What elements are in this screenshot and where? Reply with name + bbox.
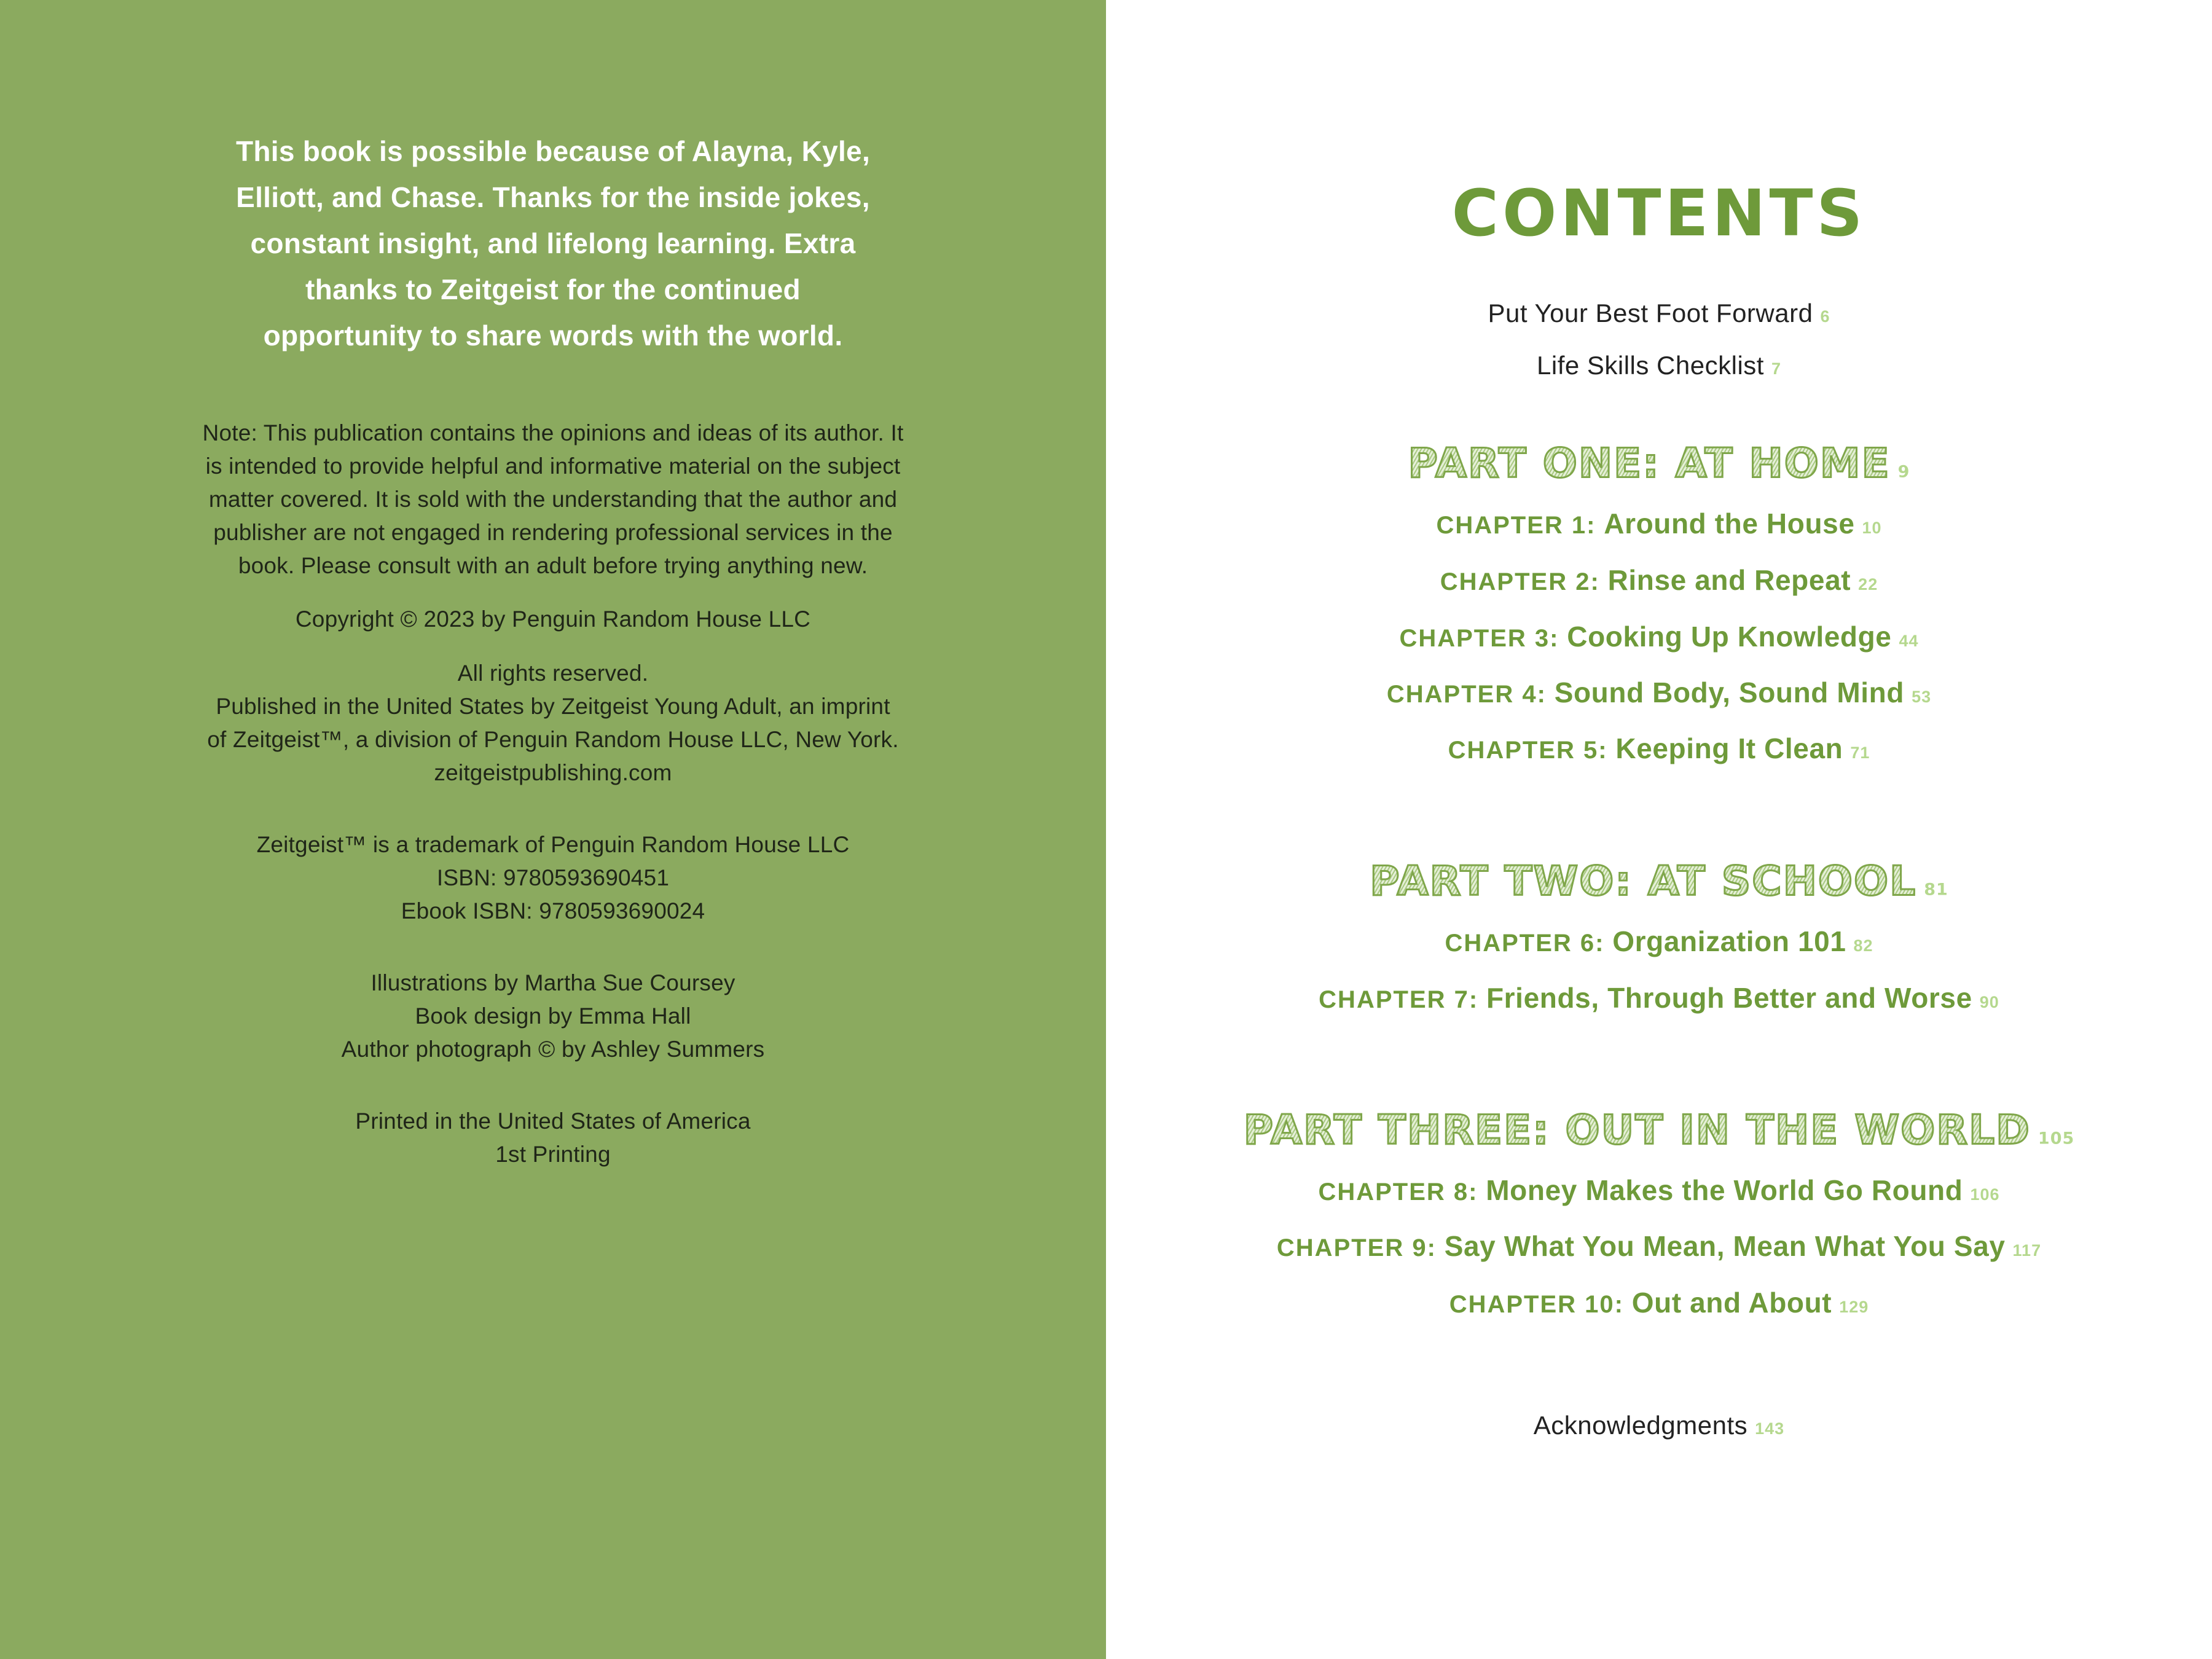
page-title: CONTENTS <box>1451 176 1867 251</box>
part-title: PART TWO: AT SCHOOL <box>1370 857 1917 905</box>
toc-part-heading[interactable] <box>1106 858 2212 905</box>
trademark-line: Zeitgeist™ is a trademark of Penguin Random House LLC <box>256 832 850 857</box>
copyright-line: Copyright © 2023 by Penguin Random House LLC <box>295 606 811 632</box>
chapter-title: Rinse and Repeat <box>1607 564 1851 596</box>
page-number: 105 <box>2037 1129 2075 1148</box>
note-line: is intended to provide helpful and informative material on the subject <box>205 453 901 479</box>
chapter-label: CHAPTER 2: <box>1440 568 1600 595</box>
toc-chapter-entry[interactable] <box>1106 981 2212 1014</box>
toc-entry-front-matter[interactable] <box>1106 299 2212 328</box>
part-title: PART ONE: AT HOME <box>1408 439 1891 487</box>
dedication-line: Elliott, and Chase. Thanks for the inside jokes, <box>236 181 870 213</box>
page-number: 90 <box>1979 993 1999 1011</box>
isbn-line: ISBN: 9780593690451 <box>436 865 670 890</box>
toc-part-heading[interactable] <box>1106 440 2212 487</box>
chapter-title: Organization 101 <box>1612 925 1846 957</box>
entry-label: Life Skills Checklist <box>1537 351 1764 380</box>
toc-chapter-entry[interactable] <box>1106 732 2212 765</box>
publisher-line: of Zeitgeist™, a division of Penguin Random House LLC, New York. <box>207 727 899 752</box>
page-number: 22 <box>1858 575 1878 594</box>
part-title: PART THREE: OUT IN THE WORLD <box>1243 1106 2031 1154</box>
chapter-title: Around the House <box>1604 508 1855 539</box>
page-number: 117 <box>2012 1241 2042 1260</box>
page-number: 82 <box>1853 936 1873 955</box>
toc-chapter-entry[interactable] <box>1106 1286 2212 1319</box>
page-number: 10 <box>1862 519 1882 537</box>
publisher-url: zeitgeistpublishing.com <box>434 760 672 785</box>
toc-part-heading[interactable] <box>1106 1107 2212 1154</box>
chapter-label: CHAPTER 7: <box>1319 986 1479 1013</box>
chapter-label: CHAPTER 1: <box>1436 512 1596 539</box>
dedication-line: This book is possible because of Alayna, Kyle, <box>235 135 871 167</box>
chapter-label: CHAPTER 5: <box>1448 737 1608 764</box>
chapter-title: Keeping It Clean <box>1615 732 1843 764</box>
chapter-label: CHAPTER 4: <box>1386 681 1547 708</box>
page-number: 6 <box>1820 307 1830 326</box>
toc-chapter-entry[interactable] <box>1106 620 2212 653</box>
dedication-line: opportunity to share words with the world. <box>263 320 843 351</box>
credit-line: Book design by Emma Hall <box>415 1003 691 1029</box>
toc-entry-front-matter[interactable] <box>1106 351 2212 380</box>
page-number: 143 <box>1755 1419 1785 1438</box>
toc-entry-acknowledgments[interactable] <box>1106 1411 2212 1440</box>
page-number: 44 <box>1899 632 1919 650</box>
chapter-title: Cooking Up Knowledge <box>1567 621 1892 653</box>
toc-chapter-entry[interactable] <box>1106 1230 2212 1263</box>
chapter-label: CHAPTER 8: <box>1318 1179 1478 1206</box>
note-line: book. Please consult with an adult before trying anything new. <box>238 553 868 578</box>
chapter-label: CHAPTER 3: <box>1399 625 1559 652</box>
page-number: 9 <box>1897 462 1910 482</box>
chapter-label: CHAPTER 10: <box>1449 1291 1624 1318</box>
dedication-line: constant insight, and lifelong learning. Extra <box>250 227 856 259</box>
chapter-label: CHAPTER 9: <box>1276 1234 1437 1261</box>
chapter-title: Say What You Mean, Mean What You Say <box>1444 1230 2006 1262</box>
toc-chapter-entry[interactable] <box>1106 925 2212 958</box>
publisher-line: All rights reserved. <box>457 661 649 686</box>
credit-line: Illustrations by Martha Sue Coursey <box>371 970 735 995</box>
note-line: matter covered. It is sold with the understanding that the author and <box>208 487 898 512</box>
chapter-label: CHAPTER 6: <box>1445 930 1605 957</box>
toc-chapter-entry[interactable] <box>1106 507 2212 540</box>
entry-label: Put Your Best Foot Forward <box>1488 299 1813 327</box>
page-number: 7 <box>1771 359 1781 378</box>
page-number: 71 <box>1850 743 1870 762</box>
printing-line: Printed in the United States of America <box>355 1108 751 1134</box>
note-line: Note: This publication contains the opinions and ideas of its author. It <box>202 420 904 445</box>
chapter-title: Money Makes the World Go Round <box>1486 1174 1963 1206</box>
chapter-title: Out and About <box>1631 1287 1832 1319</box>
dedication-line: thanks to Zeitgeist for the continued <box>305 273 801 305</box>
credit-line: Author photograph © by Ashley Summers <box>341 1037 765 1062</box>
chapter-title: Sound Body, Sound Mind <box>1554 677 1905 708</box>
toc-chapter-entry[interactable] <box>1106 676 2212 709</box>
toc-chapter-entry[interactable] <box>1106 1174 2212 1207</box>
chapter-title: Friends, Through Better and Worse <box>1486 982 1972 1014</box>
note-line: publisher are not engaged in rendering professional services in the <box>213 520 893 545</box>
entry-label: Acknowledgments <box>1533 1411 1748 1440</box>
page-number: 129 <box>1839 1298 1869 1316</box>
contents-page <box>1106 0 2212 1659</box>
page-number: 53 <box>1912 688 1932 706</box>
publisher-line: Published in the United States by Zeitgeist Young Adult, an imprint <box>216 694 890 719</box>
printing-line: 1st Printing <box>495 1142 611 1167</box>
toc-chapter-entry[interactable] <box>1106 563 2212 597</box>
ebook-isbn-line: Ebook ISBN: 9780593690024 <box>401 898 705 924</box>
page-number: 81 <box>1924 880 1948 900</box>
page-number: 106 <box>1970 1185 2000 1204</box>
